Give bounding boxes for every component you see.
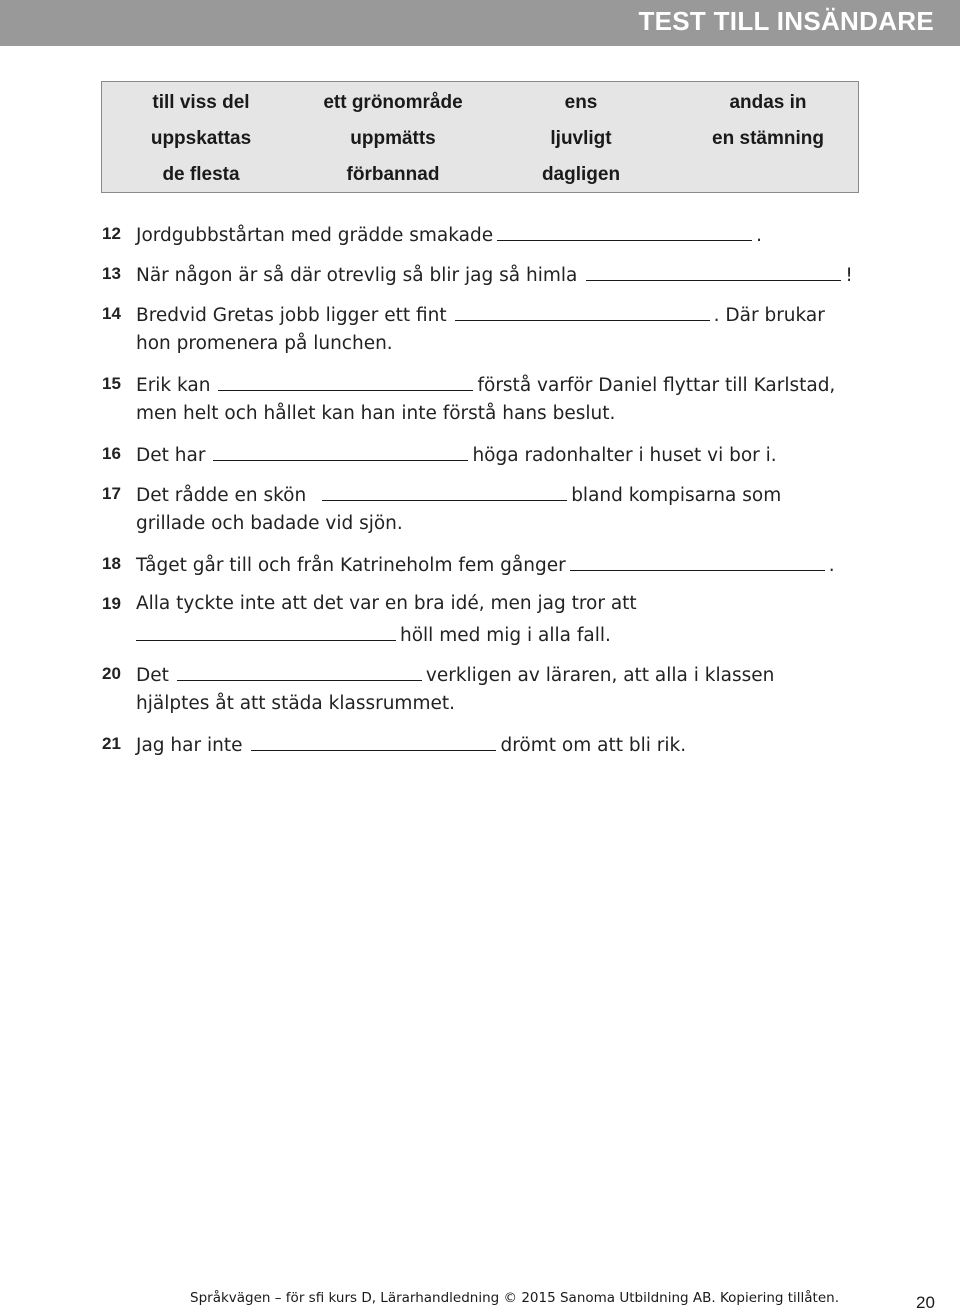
question-number: 15 (102, 374, 121, 393)
question-text: hjälptes åt att städa klassrummet. (136, 693, 455, 714)
question-text: Det rådde en skön (136, 485, 307, 506)
word-bank-item: andas in (729, 92, 807, 113)
answer-blank[interactable] (322, 479, 567, 501)
question-line (136, 509, 403, 539)
word-bank-item: ens (564, 92, 598, 113)
question-line (136, 369, 835, 401)
question-text: Erik kan (136, 375, 211, 396)
question-number: 21 (102, 734, 121, 753)
answer-blank[interactable] (251, 729, 496, 751)
question-text: Jag har inte (136, 735, 243, 756)
question-line (136, 329, 393, 359)
question-number: 20 (102, 664, 121, 683)
question-line (136, 219, 762, 251)
page-title: TEST TILL INSÄNDARE (638, 6, 934, 36)
word-bank-item: ljuvligt (550, 128, 612, 149)
question-line (136, 549, 835, 581)
header-bar (0, 0, 960, 46)
word-bank (101, 81, 859, 193)
question-text: Alla tyckte inte att det var en bra idé, men jag tror att (136, 593, 637, 614)
answer-blank[interactable] (213, 439, 468, 461)
question-text: förstå varför Daniel flyttar till Karlstad, (477, 375, 836, 396)
answer-blank[interactable] (136, 619, 396, 641)
question-number: 13 (102, 264, 121, 283)
word-bank-item: dagligen (541, 164, 621, 185)
question-text: grillade och badade vid sjön. (136, 513, 403, 534)
question-text: . (828, 555, 835, 576)
question-text: höll med mig i alla fall. (400, 625, 611, 646)
question-line (136, 729, 686, 761)
question-line (136, 689, 455, 719)
word-bank-item: uppmätts (350, 128, 436, 149)
word-bank-item: till viss del (152, 92, 250, 113)
question-text: verkligen av läraren, att alla i klassen (425, 665, 775, 686)
question-text: Bredvid Gretas jobb ligger ett fint (136, 305, 447, 326)
question-number: 19 (102, 594, 121, 613)
question-text: drömt om att bli rik. (500, 735, 687, 756)
question-text: bland kompisarna som (571, 485, 782, 506)
footer-copyright: Språkvägen – för sfi kurs D, Lärarhandledning © 2015 Sanoma Utbildning AB. Kopiering tillåten. (190, 1290, 840, 1306)
word-bank-item: förbannad (346, 164, 440, 185)
question-text: Jordgubbstårtan med grädde smakade (136, 225, 494, 246)
question-line (136, 399, 615, 429)
question-line (136, 299, 825, 331)
answer-blank[interactable] (497, 219, 752, 241)
answer-blank[interactable] (570, 549, 825, 571)
question-text: . (756, 225, 762, 246)
question-text: Det har (136, 445, 206, 466)
question-text: höga radonhalter i huset vi bor i. (472, 445, 777, 466)
answer-blank[interactable] (177, 659, 422, 681)
word-bank-item: de flesta (162, 164, 240, 185)
question-number: 12 (102, 224, 121, 243)
question-line (136, 479, 781, 511)
question-number: 14 (102, 304, 121, 323)
word-bank-item: en stämning (712, 128, 824, 149)
question-line (136, 259, 853, 291)
question-text: men helt och hållet kan han inte förstå hans beslut. (136, 403, 616, 424)
word-bank-item: ett grönområde (323, 92, 463, 113)
question-line (136, 619, 611, 651)
answer-blank[interactable] (218, 369, 473, 391)
question-text: . Där brukar (713, 305, 825, 326)
question-line (136, 659, 774, 691)
answer-blank[interactable] (455, 299, 710, 321)
question-number: 16 (102, 444, 121, 463)
question-line (136, 589, 637, 619)
question-text: ! (845, 265, 853, 286)
question-number: 17 (102, 484, 121, 503)
answer-blank[interactable] (586, 259, 841, 281)
question-line (136, 439, 777, 471)
word-bank-item: uppskattas (150, 128, 252, 149)
question-text: När någon är så där otrevlig så blir jag så himla (136, 265, 578, 286)
question-text: Tåget går till och från Katrineholm fem gånger (136, 555, 566, 576)
question-number: 18 (102, 554, 121, 573)
page-number: 20 (916, 1293, 935, 1312)
question-text: hon promenera på lunchen. (136, 333, 393, 354)
question-text: Det (136, 665, 169, 686)
